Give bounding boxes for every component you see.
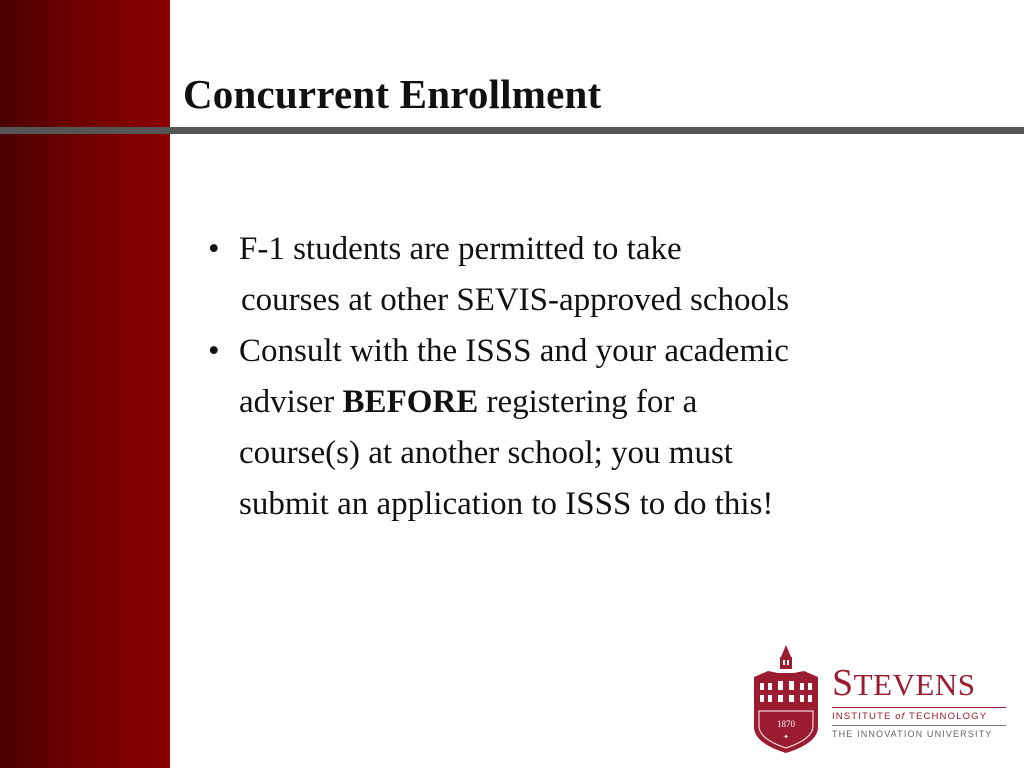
logo-tagline: THE INNOVATION UNIVERSITY <box>832 725 1006 739</box>
title-divider <box>0 127 1024 134</box>
slide-title: Concurrent Enrollment <box>183 71 602 117</box>
left-sidebar-band <box>0 0 170 768</box>
bullet-1-line-1: F-1 students are permitted to take <box>239 231 682 267</box>
bullet-2-line-1: Consult with the ISSS and your academic <box>239 333 789 369</box>
bullet-list <box>208 224 968 530</box>
bullet-1-line-2: courses at other SEVIS-approved schools <box>241 282 790 318</box>
bullet-dot: • <box>208 333 220 369</box>
bullet-item-1 <box>208 224 968 326</box>
stevens-logo <box>750 643 1006 755</box>
svg-text:✦: ✦ <box>783 733 789 741</box>
stevens-shield-icon <box>750 643 822 755</box>
bullet-2-line-2 <box>239 377 968 428</box>
logo-subtitle: INSTITUTE of TECHNOLOGY <box>832 707 1006 722</box>
bullet-item-2 <box>208 326 968 530</box>
bullet-2-line-4: submit an application to ISSS to do this! <box>239 486 774 522</box>
bullet-2-text-pre: adviser <box>239 384 343 420</box>
bullet-2-line-3: course(s) at another school; you must <box>239 435 733 471</box>
bullet-dot: • <box>208 231 220 267</box>
emphasis-before: BEFORE <box>342 384 479 420</box>
logo-name: STEVENS <box>832 662 976 704</box>
logo-year: 1870 <box>777 719 795 729</box>
logo-wordmark <box>832 662 1006 739</box>
bullet-2-text-post: registering for a <box>478 384 698 420</box>
